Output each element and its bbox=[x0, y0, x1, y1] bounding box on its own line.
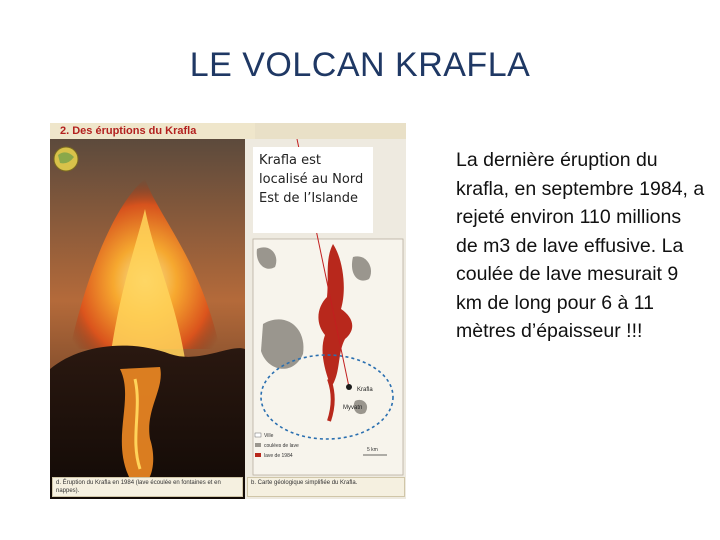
eruption-description: La dernière éruption du krafla, en septembre 1984, a rejeté environ 110 millions de m3 de lave effusive. La coulée de lave mesurait 9 km de long pour 6 à 11 mètres d’épaisseur !!! bbox=[456, 149, 705, 342]
legend-town: Ville bbox=[264, 433, 274, 439]
legend-1984: lave de 1984 bbox=[264, 453, 293, 459]
location-note: Krafla est localisé au Nord Est de l’Islande bbox=[253, 147, 373, 233]
legend-flows: coulées de lave bbox=[264, 443, 299, 449]
krafla-label: Krafla bbox=[357, 387, 373, 393]
lake-label: Myvatn bbox=[343, 405, 363, 411]
figure-header: 2. Des éruptions du Krafla bbox=[50, 123, 255, 139]
photo-caption: d. Éruption du Krafla en 1984 (lave écoulée en fontaines et en nappes). bbox=[52, 477, 243, 497]
slide-title: LE VOLCAN KRAFLA bbox=[189, 46, 531, 84]
map-caption: b. Carte géologique simplifiée du Krafla. bbox=[247, 477, 405, 497]
map-scale: 5 km bbox=[367, 447, 378, 453]
eruption-photo bbox=[50, 139, 245, 499]
